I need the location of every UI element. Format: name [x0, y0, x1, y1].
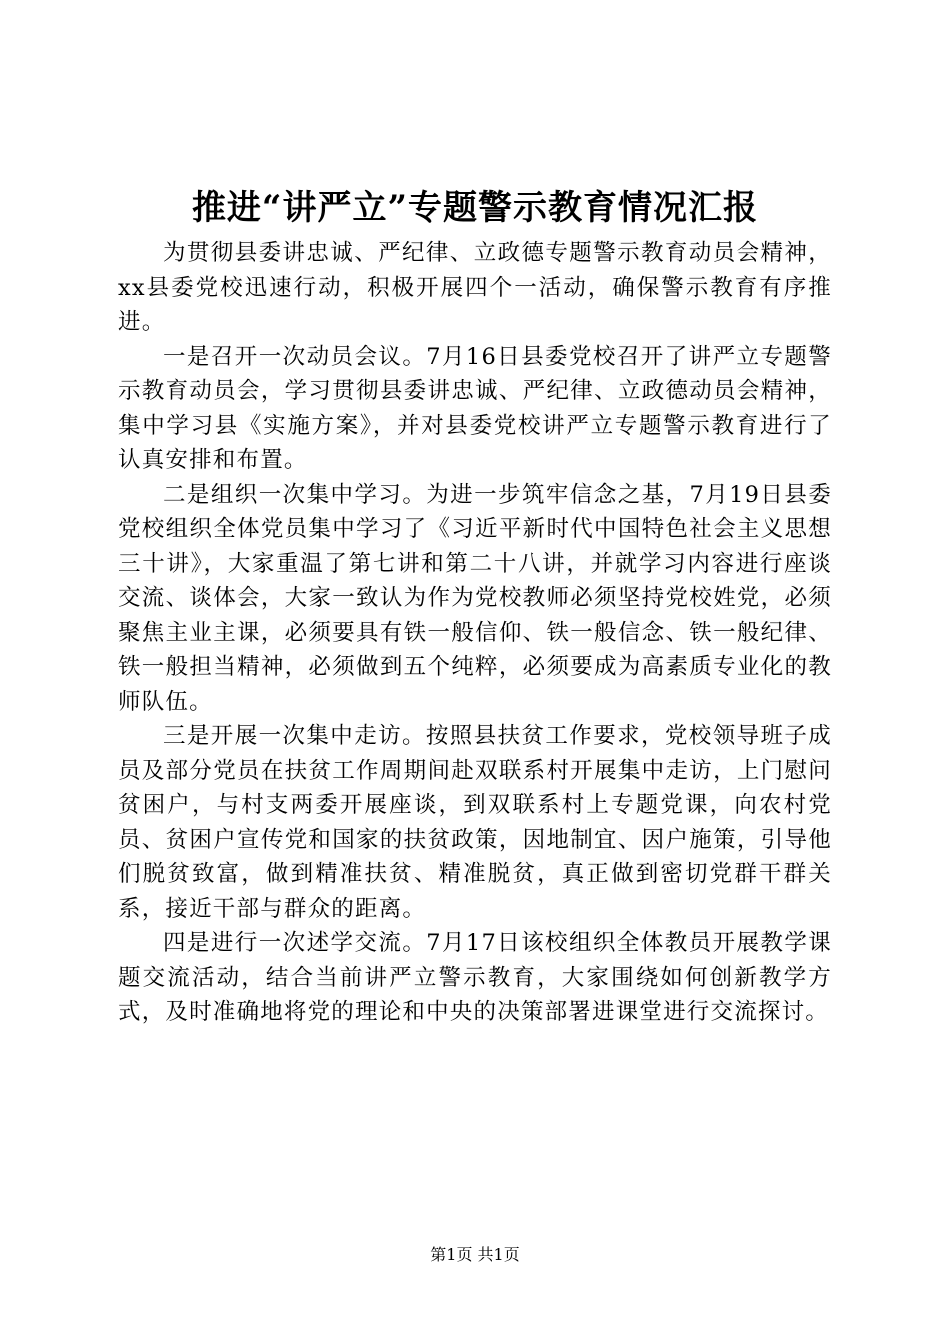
page-footer: 第1页 共1页: [430, 1245, 520, 1264]
paragraph-item-3: 三是开展一次集中走访。按照县扶贫工作要求，党校领导班子成员及部分党员在扶贫工作周期间赴双联系村开展集中走访，上门慰问贫困户，与村支两委开展座谈，到双联系村上专题党课，向农村党员、贫困户宣传党和国家的扶贫政策，因地制宜、因户施策，引导他们脱贫致富，做到精准扶贫、精准脱贫，真正做到密切党群干群关系，接近干部与群众的距离。: [118, 723, 832, 922]
document-title: 推进“讲严立”专题警示教育情况汇报: [191, 188, 759, 228]
paragraph-item-4: 四是进行一次述学交流。7月17日该校组织全体教员开展教学课题交流活动，结合当前讲严立警示教育，大家围绕如何创新教学方式，及时准确地将党的理论和中央的决策部署进课堂进行交流探讨。: [118, 930, 832, 1025]
document-body: [118, 236, 832, 1030]
paragraph-item-1: 一是召开一次动员会议。7月16日县委党校召开了讲严立专题警示教育动员会，学习贯彻县委讲忠诚、严纪律、立政德动员会精神，集中学习县《实施方案》，并对县委党校讲严立专题警示教育进行了认真安排和布置。: [118, 343, 832, 473]
paragraph-item-2: 二是组织一次集中学习。为进一步筑牢信念之基，7月19日县委党校组织全体党员集中学习了《习近平新时代中国特色社会主义思想三十讲》，大家重温了第七讲和第二十八讲，并就学习内容进行座谈交流、谈体会，大家一致认为作为党校教师必须坚持党校姓党，必须聚焦主业主课，必须要具有铁一般信仰、铁一般信念、铁一般纪律、铁一般担当精神，必须做到五个纯粹，必须要成为高素质专业化的教师队伍。: [118, 481, 832, 715]
paragraph-intro: 为贯彻县委讲忠诚、严纪律、立政德专题警示教育动员会精神，xx县委党校迅速行动，积极开展四个一活动，确保警示教育有序推进。: [118, 240, 832, 335]
